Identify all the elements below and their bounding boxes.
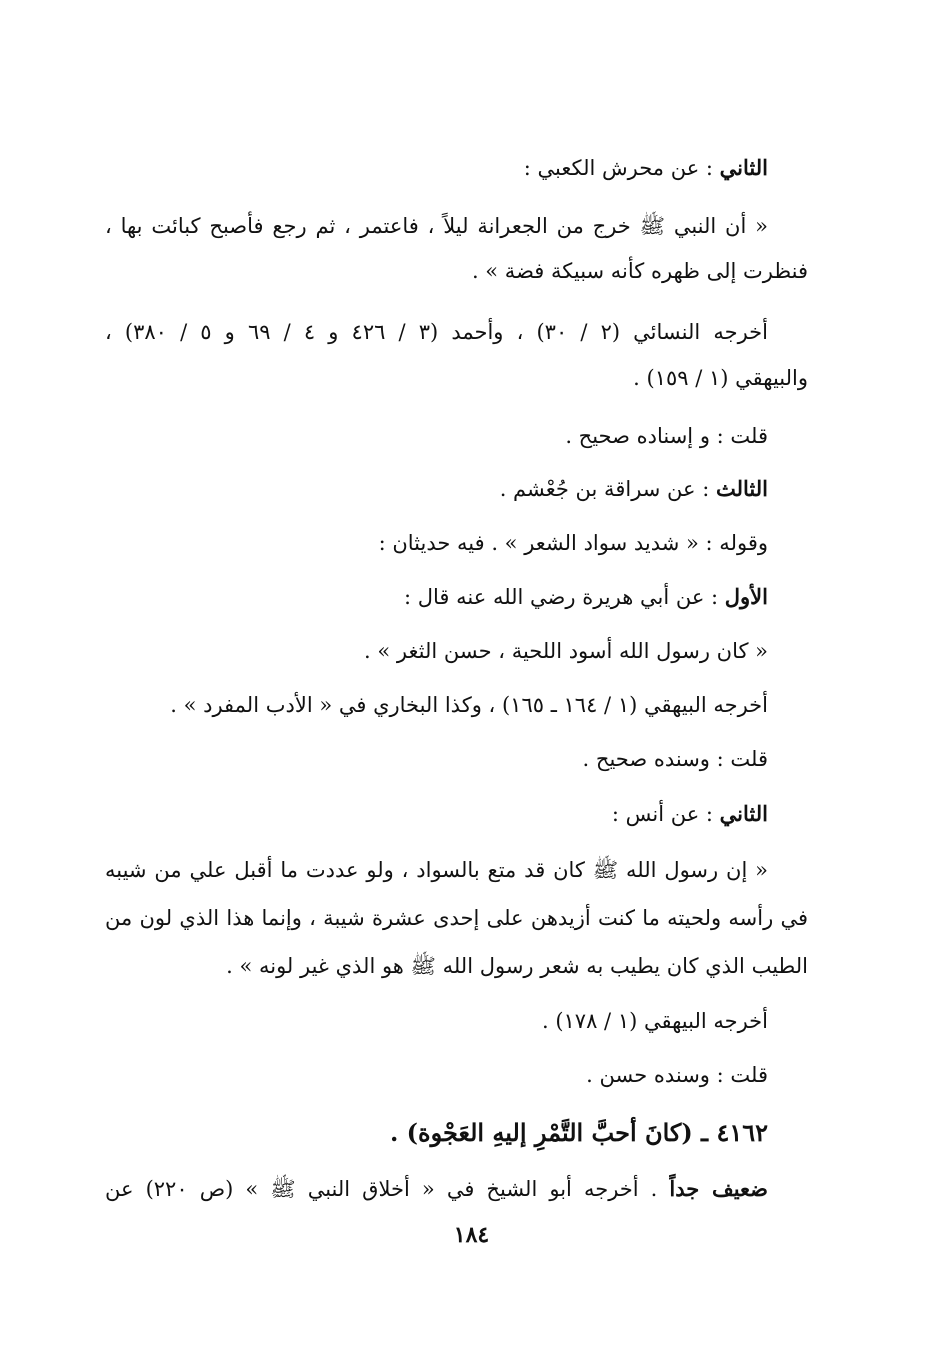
hadith-quote-line-2: فنظرت إلى ظهره كأنه سبيكة فضة » .	[471, 259, 808, 283]
statement-line: وقوله : « شديد سواد الشعر » . فيه حديثان :	[378, 531, 768, 555]
hadith-number-heading: ٤١٦٢ ـ (كانَ أحبَّ التَّمْرِ إليهِ العَجْوة) .	[389, 1118, 768, 1147]
text-span: : عن سراقة بن جُعْشم .	[499, 477, 716, 501]
hadith-quote-line-1: « أن النبي ﷺ خرج من الجعرانة ليلاً ، فاعتمر ، ثم رجع فأصبح كبائت بها ،	[105, 214, 768, 238]
takhrij-bayhaqi-2: أخرجه البيهقي (١ / ١٧٨) .	[541, 1009, 768, 1033]
takhrij-line-1: أخرجه النسائي (٢ / ٣٠) ، وأحمد (٣ / ٤٢٦ و ٤ / ٦٩ و ٥ / ٣٨٠) ،	[105, 320, 768, 344]
section-label: الثاني	[719, 801, 768, 826]
section-label: الثاني	[719, 155, 768, 180]
takhrij-bayhaqi-1: أخرجه البيهقي (١ / ١٦٤ ـ ١٦٥) ، وكذا البخاري في « الأدب المفرد » .	[170, 693, 768, 717]
weak-grading-line	[105, 1174, 768, 1204]
section-heading-first	[404, 582, 768, 612]
section-heading-third	[500, 474, 768, 504]
page-number: ١٨٤	[453, 1222, 490, 1248]
grading-line-2: قلت : وسنده صحيح .	[582, 747, 768, 771]
grading-line-1: قلت : و إسناده صحيح .	[565, 424, 768, 448]
grading-line-3: قلت : وسنده حسن .	[586, 1063, 768, 1087]
section-heading-second-anas	[612, 799, 768, 829]
text-span: : عن محرش الكعبي :	[523, 156, 720, 180]
text-span: . أخرجه أبو الشيخ في « أخلاق النبي ﷺ » (ص ٢٢٠) عن	[105, 1177, 670, 1201]
takhrij-line-2: والبيهقي (١ / ١٥٩) .	[633, 366, 808, 390]
hadith-anas-line-2: في رأسه ولحيته ما كنت أزيدهن على إحدى عشرة شيبة ، وإنما هذا الذي لون من	[105, 906, 808, 930]
section-heading-second-muharrish	[524, 153, 768, 183]
section-label: الثالث	[716, 476, 768, 501]
hadith-anas-line-1: « إن رسول الله ﷺ كان قد متع بالسواد ، ولو عددت ما أقبل علي من شيبه	[105, 858, 768, 882]
hadith-quote-abu-hurayra: « كان رسول الله أسود اللحية ، حسن الثغر » .	[364, 639, 768, 663]
section-label: الأول	[724, 584, 768, 609]
text-span: : عن أبي هريرة رضي الله عنه قال :	[404, 585, 725, 609]
text-span: : عن أنس :	[611, 802, 720, 826]
hadith-anas-line-3: الطيب الذي كان يطيب به شعر رسول الله ﷺ هو الذي غير لونه » .	[226, 954, 808, 978]
grading-label: ضعيف جداً	[669, 1176, 769, 1201]
